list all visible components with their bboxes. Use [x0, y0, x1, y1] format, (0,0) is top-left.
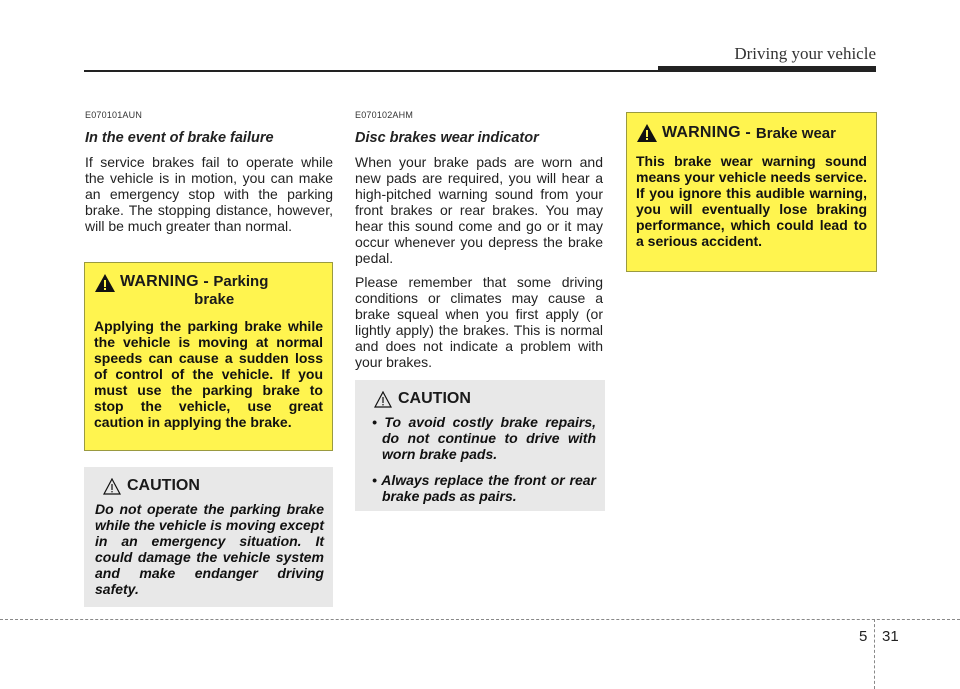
- footer-rule: [0, 619, 960, 620]
- caution-list: [366, 414, 596, 504]
- warning-subject-line2: brake: [194, 291, 235, 308]
- caution-list-item: • To avoid costly brake repairs, do not continue to drive with worn brake pads.: [372, 414, 596, 462]
- caution-header: [366, 390, 596, 408]
- caution-label: CAUTION: [398, 390, 471, 407]
- column-left: [85, 110, 333, 242]
- page-number: 31: [882, 628, 899, 645]
- section-code: E070102AHM: [355, 110, 414, 120]
- page-number-separator: [874, 619, 875, 689]
- warning-triangle-icon: [636, 123, 658, 143]
- caution-box-parking-brake: [84, 467, 333, 607]
- section-body: If service brakes fail to operate while the vehicle is in motion, you can make an emergency stop with the parking brake. The stopping distance, however, will be much greater than normal.: [85, 154, 333, 234]
- page-header-title: Driving your vehicle: [734, 44, 876, 63]
- caution-box-brake-pads: [355, 380, 605, 511]
- warning-subject: Brake wear: [755, 124, 836, 142]
- section-body-paragraph-2: Please remember that some driving conditions or climates may cause a brake squeal when you first apply (or lightly apply) the brakes. This is normal and does not indicate a problem with your brakes.: [355, 274, 603, 370]
- caution-body: Do not operate the parking brake while the vehicle is moving except in an emergency situation. It could damage the vehicle system and make endanger driving safety.: [95, 501, 324, 597]
- chapter-number: 5: [859, 628, 868, 645]
- header-rule-accent: [658, 66, 876, 72]
- warning-body: This brake wear warning sound means your vehicle needs service. If you ignore this audible warning, you will eventually lose braking performance, which could lead to a serious accident.: [636, 153, 867, 249]
- caution-label: CAUTION: [127, 477, 200, 494]
- caution-header: [95, 477, 324, 495]
- caution-triangle-icon: [374, 391, 392, 408]
- section-body-paragraph-1: When your brake pads are worn and new pads are required, you will hear a high-pitched warning sound from your front brakes or rear brakes. You may hear this sound come and go or it may occur whenever you depress the brake pedal.: [355, 154, 603, 266]
- caution-triangle-icon: [103, 478, 121, 495]
- column-middle: [355, 110, 603, 378]
- warning-box-parking-brake: [84, 262, 333, 451]
- caution-list-item: • Always replace the front or rear brake pads as pairs.: [372, 472, 596, 504]
- warning-body: Applying the parking brake while the vehicle is moving at normal speeds can cause a sudden loss of control of the vehicle. If you must use the parking brake to stop the vehicle, use great caution in applying the brake.: [94, 318, 323, 430]
- warning-label: WARNING -: [662, 124, 751, 141]
- warning-box-brake-wear: [626, 112, 877, 272]
- section-title: Disc brakes wear indicator: [355, 130, 539, 146]
- section-code: E070101AUN: [85, 110, 143, 120]
- warning-header: [636, 123, 867, 143]
- section-title: In the event of brake failure: [85, 130, 274, 146]
- warning-label: WARNING -: [120, 273, 209, 290]
- warning-header: [94, 273, 323, 308]
- warning-subject: Parking: [213, 273, 269, 290]
- warning-triangle-icon: [94, 273, 116, 293]
